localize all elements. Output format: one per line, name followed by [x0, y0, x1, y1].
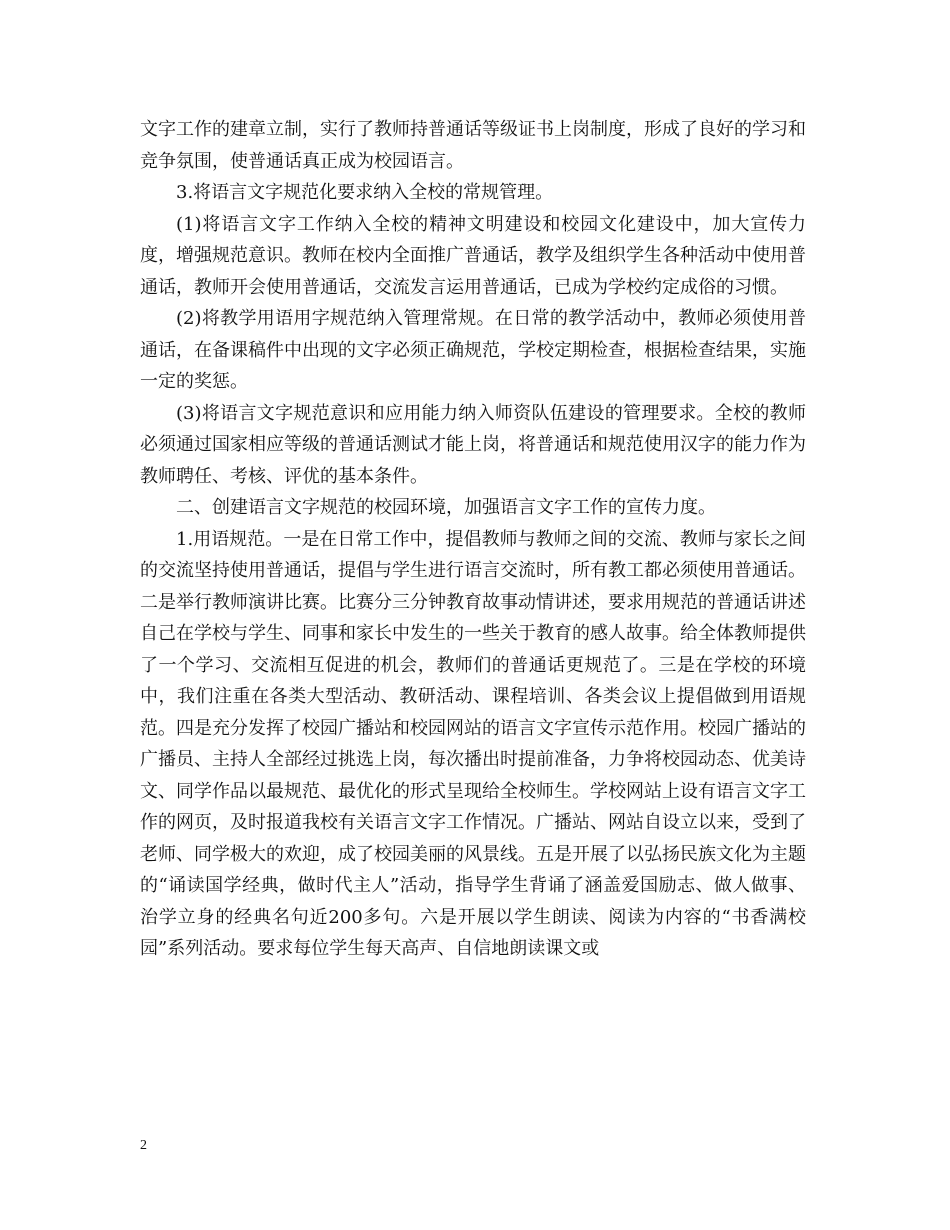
paragraph-item-1: (1)将语言文字工作纳入全校的精神文明建设和校园文化建设中，加大宣传力度，增强规范意识。教师在校内全面推广普通话，教学及组织学生各种活动中使用普通话，教师开会使用普通话，交流发言运用普通话，已成为学校约定成俗的习惯。 — [140, 213, 806, 298]
paragraph-continuation: 文字工作的建章立制，实行了教师持普通话等级证书上岗制度，形成了良好的学习和竞争氛围，使普通话真正成为校园语言。 — [140, 119, 806, 172]
paragraph-item-3: (3)将语言文字规范意识和应用能力纳入师资队伍建设的管理要求。全校的教师必须通过国家相应等级的普通话测试才能上岗，将普通话和规范使用汉字的能力作为教师聘任、考核、评优的基本条件。 — [140, 402, 806, 487]
paragraph-heading-2: 二、创建语言文字规范的校园环境，加强语言文字工作的宣传力度。 — [176, 497, 716, 518]
paragraph-item-2: (2)将教学用语用字规范纳入管理常规。在日常的教学活动中，教师必须使用普通话，在备课稿件中出现的文字必须正确规范，学校定期检查，根据检查结果，实施一定的奖惩。 — [140, 308, 806, 392]
document-body — [140, 114, 806, 965]
page-number: 2 — [140, 1138, 147, 1153]
paragraph-language-norms: 1.用语规范。一是在日常工作中，提倡教师与教师之间的交流、教师与家长之间的交流坚持使用普通话，提倡与学生进行语言交流时，所有教工都必须使用普通话。二是举行教师演讲比赛。比赛分三分钟教育故事动情讲述，要求用规范的普通话讲述自己在学校与学生、同事和家长中发生的一些关于教育的感人故事。给全体教师提供了一个学习、交流相互促进的机会，教师们的普通话更规范了。三是在学校的环境中，我们注重在各类大型活动、教研活动、课程培训、各类会议上提倡做到用语规范。四是充分发挥了校园广播站和校园网站的语言文字宣传示范作用。校园广播站的广播员、主持人全部经过挑选上岗，每次播出时提前准备，力争将校园动态、优美诗文、同学作品以最规范、最优化的形式呈现给全校师生。学校网站上设有语言文字工作的网页，及时报道我校有关语言文字工作情况。广播站、网站自设立以来，受到了老师、同学极大的欢迎，成了校园美丽的风景线。五是开展了以弘扬民族文化为主题的“诵读国学经典，做时代主人”活动，指导学生背诵了涵盖爱国励志、做人做事、治学立身的经典名句近200多句。六是开展以学生朗读、阅读为内容的“书香满校园”系列活动。要求每位学生每天高声、自信地朗读课文或 — [140, 528, 806, 959]
paragraph-section-3: 3.将语言文字规范化要求纳入全校的常规管理。 — [176, 182, 554, 203]
